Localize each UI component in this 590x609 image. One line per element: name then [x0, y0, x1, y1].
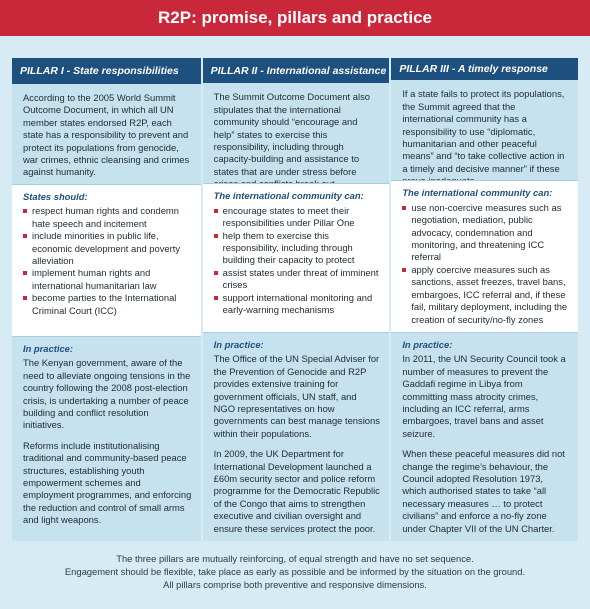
pillar-list-section	[391, 180, 578, 332]
footer-line: Engagement should be flexible, take place as early as possible and be informed by the situation on the ground.	[64, 566, 526, 577]
page-title: R2P: promise, pillars and practice	[0, 0, 590, 36]
pillars-table	[12, 58, 578, 541]
practice-paragraph: The Kenyan government, aware of the need to alleviate ongoing tensions in the country following the 2008 post-election crisis, is undertaking a number of peace building and conflict resolution initiatives.	[23, 357, 191, 431]
practice-paragraph: In 2011, the UN Security Council took a number of measures to prevent the Gaddafi regime in Libya from committing mass atrocity crimes, including an ICC referral, arms embargoes, travel bans and asset seizure.	[402, 353, 566, 439]
pillar-list-section	[12, 184, 201, 337]
pillar-heading: PILLAR III - A timely response	[391, 58, 578, 80]
pillar-heading: PILLAR II - International assistance	[203, 58, 390, 83]
practice-section	[12, 337, 201, 541]
list-item: apply coercive measures such as sanctions, asset freezes, travel bans, embargoes, ICC referral and, if these fail, military deployment, including the creation of security/no-fly zones	[402, 264, 569, 326]
list-item: encourage states to meet their responsibilities under Pillar One	[214, 205, 381, 230]
list-heading: States should:	[23, 191, 88, 202]
practice-paragraph: The Office of the UN Special Adviser for the Prevention of Genocide and R2P provides extensive training for government officials, UN staff, and NGO representatives on how governments can best manage tensions within their populations.	[213, 353, 380, 439]
footer-line: The three pillars are mutually reinforcing, of equal strength and have no set sequence.	[116, 553, 474, 564]
pillar-column-3	[389, 58, 578, 541]
practice-paragraph: In 2009, the UK Department for International Development launched a £60m security sector and police reform programme for the Democratic Republic of the Congo that aims to strengthen executive and civilian oversight and ensure these services protect the poor.	[213, 448, 380, 534]
list-item: implement human rights and international humanitarian law	[23, 267, 192, 292]
footer-line: All pillars comprise both preventive and responsive dimensions.	[163, 579, 427, 590]
list-item: become parties to the International Criminal Court (ICC)	[23, 292, 192, 317]
bullet-list	[214, 205, 381, 317]
pillar-column-1	[12, 58, 201, 541]
footer-note	[0, 552, 590, 591]
list-heading: The international community can:	[213, 190, 364, 202]
pillar-intro: According to the 2005 World Summit Outcome Document, in which all UN member states endorsed R2P, each state has a responsibility to prevent and protect its populations from genocide, war crimes, ethnic cleansing and crimes against humanity.	[12, 84, 201, 184]
pillar-heading: PILLAR I - State responsibilities	[12, 58, 201, 84]
practice-heading: In practice:	[213, 338, 264, 350]
list-item: use non-coercive measures such as negotiation, mediation, public advocacy, condemnation and monitoring, and threatening ICC referral	[402, 202, 569, 264]
list-item: help them to exercise this responsibility, including through building their capacity to protect	[214, 230, 381, 267]
pillar-intro: If a state fails to protect its populations, the Summit agreed that the international community has a responsibility to use “diplomatic, humanitarian and other peaceful means” and “to take collective action in a timely and decisive manner” if these	[391, 80, 578, 180]
list-item: include minorities in public life, economic development and poverty alleviation	[23, 230, 192, 267]
list-item: support international monitoring and early-warning mechanisms	[214, 292, 381, 317]
pillar-column-2	[201, 58, 390, 541]
list-heading: The international community can:	[402, 187, 553, 199]
pillar-list-section	[203, 183, 390, 333]
bullet-list	[23, 205, 192, 317]
practice-section	[391, 333, 578, 541]
practice-paragraph: Reforms include institutionalising traditional and community-based peace structures, establishing youth empowerment schemes and employment programmes, and enforcing the reduction and control of small arms and light weapons.	[23, 439, 192, 526]
list-item: respect human rights and condemn hate speech and incitement	[23, 205, 192, 230]
practice-heading: In practice:	[402, 338, 453, 350]
pillar-intro: The Summit Outcome Document also stipulates that the international community should “encourage and help” states to exercise this responsibility, including through capacity-building and assistance to states that are under stress before	[203, 83, 390, 183]
bullet-list	[402, 202, 569, 326]
list-item: assist states under threat of imminent crises	[214, 267, 381, 292]
practice-section	[203, 333, 390, 541]
practice-paragraph: When these peaceful measures did not change the regime’s behaviour, the Council adopted Resolution 1973, which authorised states to take “all necessary measures … to protect civilians” and enforce a no-fly zone under Chapter VII of the UN Charter.	[402, 448, 565, 534]
practice-heading: In practice:	[23, 343, 74, 354]
